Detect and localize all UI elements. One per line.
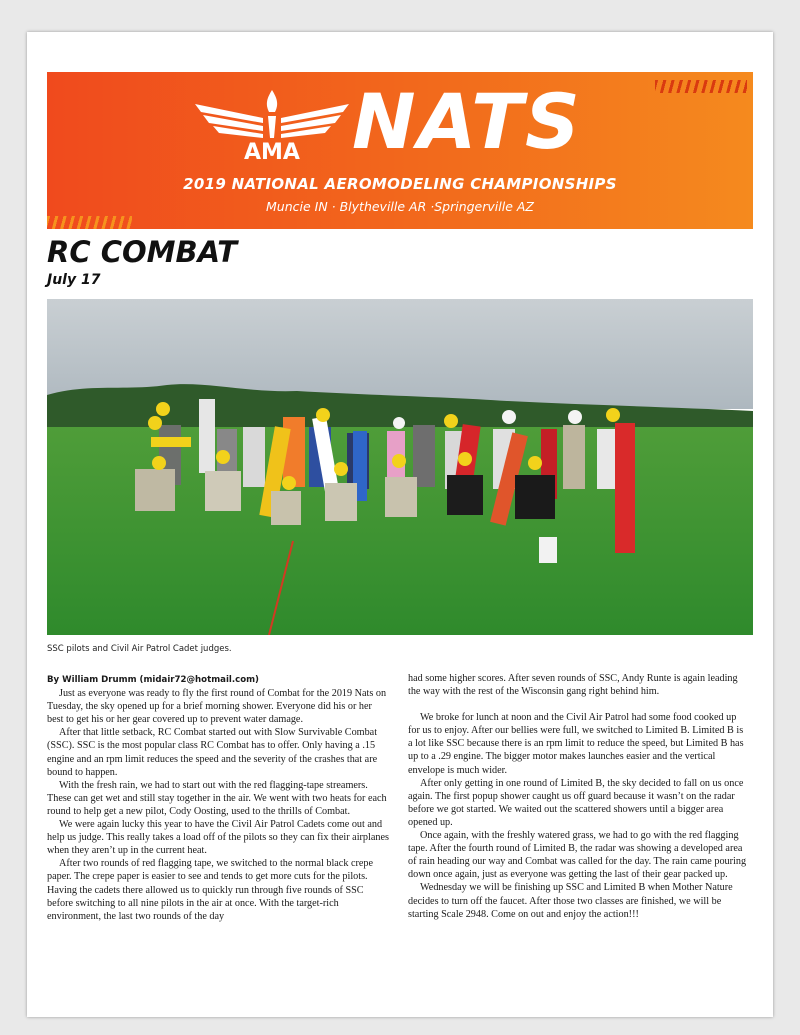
article-paragraph: We were again lucky this year to have the Civil Air Patrol Cadets come out and help us judge. This really takes a load off of the pilots so they can fix their airplanes when they aren’t up in the current heat. [47, 819, 389, 857]
nats-banner [47, 72, 753, 229]
page [27, 32, 773, 1017]
article-column-left [47, 674, 389, 923]
photo-caption: SSC pilots and Civil Air Patrol Cadet judges. [47, 644, 232, 654]
championship-title: 2019 NATIONAL AEROMODELING CHAMPIONSHIPS [183, 175, 617, 193]
article-date: July 17 [47, 272, 101, 288]
locations-line: Muncie IN · Blytheville AR ·Springerville AZ [266, 199, 534, 214]
article-paragraph: After two rounds of red flagging tape, we switched to the normal black crepe paper. The crepe paper is easier to see and tends to get more cuts for the pilots. Having the cadets there allowed us to quickly run through five rounds of SSC before switching to all nine pilots in the air at once. With the target-rich environment, the last two rounds of the day [47, 858, 374, 922]
article-paragraph: Just as everyone was ready to fly the first round of Combat for the 2019 Nats on Tuesday, the sky opened up for a brief morning shower. Everyone did his or her best to get his or her gear covered up to prevent water damage. [47, 688, 387, 726]
article-paragraph: Wednesday we will be finishing up SSC and Limited B when Mother Nature decides to turn off the faucet. After those two classes are finished, we will be starting Scale 2948. Come on out and enjoy the action!!! [408, 882, 733, 920]
article-paragraph: We broke for lunch at noon and the Civil Air Patrol had some food cooked up for us to enjoy. After our bellies were full, we switched to Limited B. Limited B is a lot like SSC because there is an rpm limit to reduce the speed, but Limited B has up to a .29 engine. The bigger motor makes launches easier and the vertical envelope is much wider. [408, 712, 744, 776]
article-title: RC COMBAT [47, 235, 238, 269]
article-paragraph-continued: had some higher scores. After seven rounds of SSC, Andy Runte is again leading the way with the rest of the Wisconsin gang right behind him. [408, 673, 738, 698]
article-paragraph: After only getting in one round of Limited B, the sky decided to fall on us once again. The first popup shower caught us off guard because it wasn’t on the radar before we got started. We waited out the scattered showers until a bigger area opened up. [408, 777, 744, 828]
byline: By William Drumm (midair72@hotmail.com) [47, 675, 259, 685]
group-photo [47, 299, 753, 635]
banner-stripes-decoration [655, 80, 747, 93]
article-paragraph: After that little setback, RC Combat started out with Slow Survivable Combat (SSC). SSC is the most popular class RC Combat has to offer. Only having a .15 engine and an rpm limit reduces the speed and the severity of the crashes that are bound to happen. [47, 727, 378, 778]
article-column-right [408, 672, 750, 921]
article-paragraph: With the fresh rain, we had to start out with the red flagging-tape streamers. These can get wet and still stay together in the air. We went with two heats for each round to help get a new pilot, Cody Oosting, used to the thrills of Combat. [47, 779, 387, 817]
ama-logo-text: AMA [244, 140, 300, 162]
article-paragraph: Once again, with the freshly watered grass, we had to go with the red flagging tape. After the fourth round of Limited B, the radar was showing a developed area of rain heading our way and Combat was called for the day. The rain came pouring down once again, just as everyone was getting the last of their gear packed up. [408, 830, 747, 881]
ama-wings-logo [187, 82, 357, 162]
banner-stripes-bottom-decoration [47, 216, 132, 229]
nats-wordmark: NATS [352, 77, 582, 166]
